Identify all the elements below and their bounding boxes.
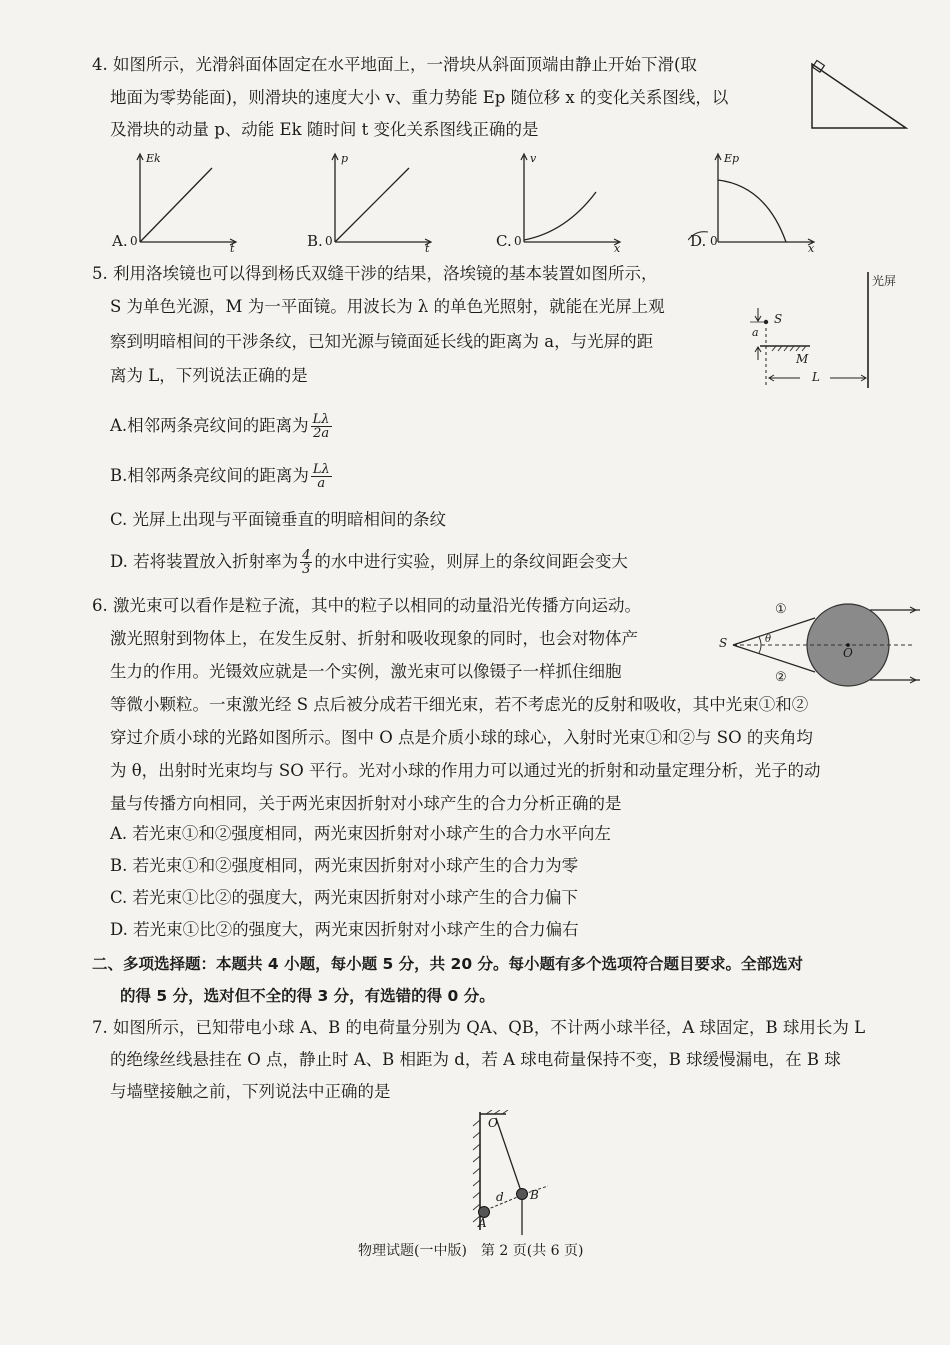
- q6-option-B: B. 若光束①和②强度相同，两光束因折射对小球产生的合力为零: [110, 856, 579, 875]
- tweezers-beam2-label: ②: [775, 670, 787, 685]
- graph-D-option: D.: [690, 232, 707, 250]
- lloyd-S-label: S: [774, 312, 783, 326]
- tweezers-beam1-label: ①: [775, 602, 787, 617]
- graph-A-option: A.: [112, 232, 128, 250]
- frac-D-den: 3: [302, 562, 311, 577]
- q5-option-B-fraction: [311, 463, 332, 490]
- graph-C-origin: 0: [514, 234, 522, 248]
- q5-option-A: [110, 406, 334, 446]
- frac-A-num: Lλ: [312, 412, 330, 427]
- q7-line-3: 与墙壁接触之前，下列说法中正确的是: [110, 1082, 391, 1101]
- q6-option-A: A. 若光束①和②强度相同，两光束因折射对小球产生的合力水平向左: [110, 824, 611, 843]
- graph-D-ylabel: Ep: [724, 152, 740, 165]
- frac-B-den: a: [317, 476, 326, 491]
- q6-option-D: D. 若光束①比②的强度大，两光束因折射对小球产生的合力偏右: [110, 920, 579, 939]
- q5-line-1: 5. 利用洛埃镜也可以得到杨氏双缝干涉的结果，洛埃镜的基本装置如图所示，: [92, 264, 658, 283]
- q5-option-D: [110, 544, 628, 580]
- tweezers-theta-label: θ: [765, 634, 772, 645]
- q7-O-label: O: [488, 1116, 498, 1130]
- q7-line-1: 7. 如图所示，已知带电小球 A、B 的电荷量分别为 QA、QB，不计两小球半径，A 球固定，B 球用长为 L: [92, 1018, 866, 1037]
- graph-B-origin: 0: [325, 234, 333, 248]
- section2-line-1: 二、多项选择题：本题共 4 小题，每小题 5 分，共 20 分。每小题有多个选项符合题目要求。全部选对: [92, 955, 804, 973]
- q5-line-3: 察到明暗相间的干涉条纹，已知光源与镜面延长线的距离为 a，与光屏的距: [110, 332, 654, 351]
- q5-option-A-text: A.相邻两条亮纹间的距离为: [110, 416, 309, 435]
- q6-line-6: 为 θ，出射时光束均与 SO 平行。光对小球的作用力可以通过光的折射和动量定理分析，光子的动: [110, 761, 821, 780]
- q6-line-7: 量与传播方向相同，关于两光束因折射对小球产生的合力分析正确的是: [110, 794, 622, 813]
- lloyd-L-label: L: [812, 370, 820, 384]
- q5-option-B-text: B.相邻两条亮纹间的距离为: [110, 466, 309, 485]
- q5-option-A-fraction: [311, 413, 332, 440]
- q4-incline-figure: [800, 58, 912, 132]
- graph-B-ylabel: p: [341, 152, 349, 165]
- frac-A-den: 2a: [313, 426, 330, 441]
- graph-C-option: C.: [496, 232, 512, 250]
- q7-A-label: A: [478, 1216, 487, 1230]
- graph-C-xlabel: x: [614, 242, 621, 255]
- q5-option-B: [110, 456, 334, 496]
- frac-D-num: 4: [302, 548, 311, 563]
- q7-d-label: d: [496, 1190, 504, 1204]
- lloyd-M-label: M: [796, 352, 809, 366]
- graph-D-xlabel: x: [808, 242, 815, 255]
- q6-option-C: C. 若光束①比②的强度大，两光束因折射对小球产生的合力偏下: [110, 888, 579, 907]
- page-footer: 物理试题(一中版) 第 2 页(共 6 页): [358, 1243, 584, 1259]
- q4-graph-B: [305, 150, 445, 254]
- graph-B-xlabel: t: [425, 242, 430, 255]
- q6-line-5: 穿过介质小球的光路如图所示。图中 O 点是介质小球的球心，入射时光束①和②与 SO 的夹角均: [110, 728, 813, 747]
- q6-line-2: 激光照射到物体上，在发生反射、折射和吸收现象的同时，也会对物体产: [110, 629, 638, 648]
- q6-line-1: 6. 激光束可以看作是粒子流，其中的粒子以相同的动量沿光传播方向运动。: [92, 596, 641, 615]
- q5-lloyd-mirror-figure: [740, 268, 910, 398]
- q7-B-label: B: [530, 1188, 539, 1202]
- q7-line-2: 的绝缘丝线悬挂在 O 点，静止时 A、B 相距为 d，若 A 球电荷量保持不变，B 球缓慢漏电，在 B 球: [110, 1050, 841, 1069]
- q5-option-D-text: D. 若将装置放入折射率为: [110, 552, 299, 571]
- lloyd-a-label: a: [752, 326, 759, 339]
- q5-option-D-fraction: [300, 549, 312, 576]
- graph-B-option: B.: [307, 232, 323, 250]
- q5-line-4: 离为 L，下列说法正确的是: [110, 366, 308, 385]
- q6-optical-tweezers-figure: [715, 600, 920, 690]
- graph-A-xlabel: t: [230, 242, 235, 255]
- frac-B-num: Lλ: [312, 462, 330, 477]
- graph-C-ylabel: v: [530, 152, 537, 165]
- section2-line-2: 的得 5 分，选对但不全的得 3 分，有选错的得 0 分。: [120, 987, 495, 1005]
- q4-line-3: 及滑块的动量 p、动能 Ek 随时间 t 变化关系图线正确的是: [110, 120, 539, 139]
- q7-hanging-ball-figure: [460, 1110, 570, 1235]
- q4-line-1: 4. 如图所示，光滑斜面体固定在水平地面上，一滑块从斜面顶端由静止开始下滑(取: [92, 55, 697, 74]
- q4-graph-D: [688, 150, 828, 254]
- lloyd-screen-label: 光屏: [872, 274, 897, 288]
- q4-line-2: 地面为零势能面)，则滑块的速度大小 v、重力势能 Ep 随位移 x 的变化关系图线，以: [110, 88, 729, 107]
- q4-graph-C: [494, 150, 634, 254]
- q6-line-4: 等微小颗粒。一束激光经 S 点后被分成若干细光束，若不考虑光的反射和吸收，其中光束①和②: [110, 695, 809, 714]
- tweezers-O-label: O: [843, 646, 853, 660]
- q5-option-D-suffix: 的水中进行实验，则屏上的条纹间距会变大: [314, 552, 628, 571]
- graph-D-origin: 0: [710, 234, 718, 248]
- tweezers-S-label: S: [719, 636, 728, 650]
- graph-A-origin: 0: [130, 234, 138, 248]
- q4-graph-A: [110, 150, 250, 254]
- q5-option-C: C. 光屏上出现与平面镜垂直的明暗相间的条纹: [110, 510, 447, 529]
- q5-line-2: S 为单色光源，M 为一平面镜。用波长为 λ 的单色光照射，就能在光屏上观: [110, 297, 665, 316]
- q6-line-3: 生力的作用。光镊效应就是一个实例，激光束可以像镊子一样抓住细胞: [110, 662, 622, 681]
- graph-A-ylabel: Ek: [146, 152, 161, 165]
